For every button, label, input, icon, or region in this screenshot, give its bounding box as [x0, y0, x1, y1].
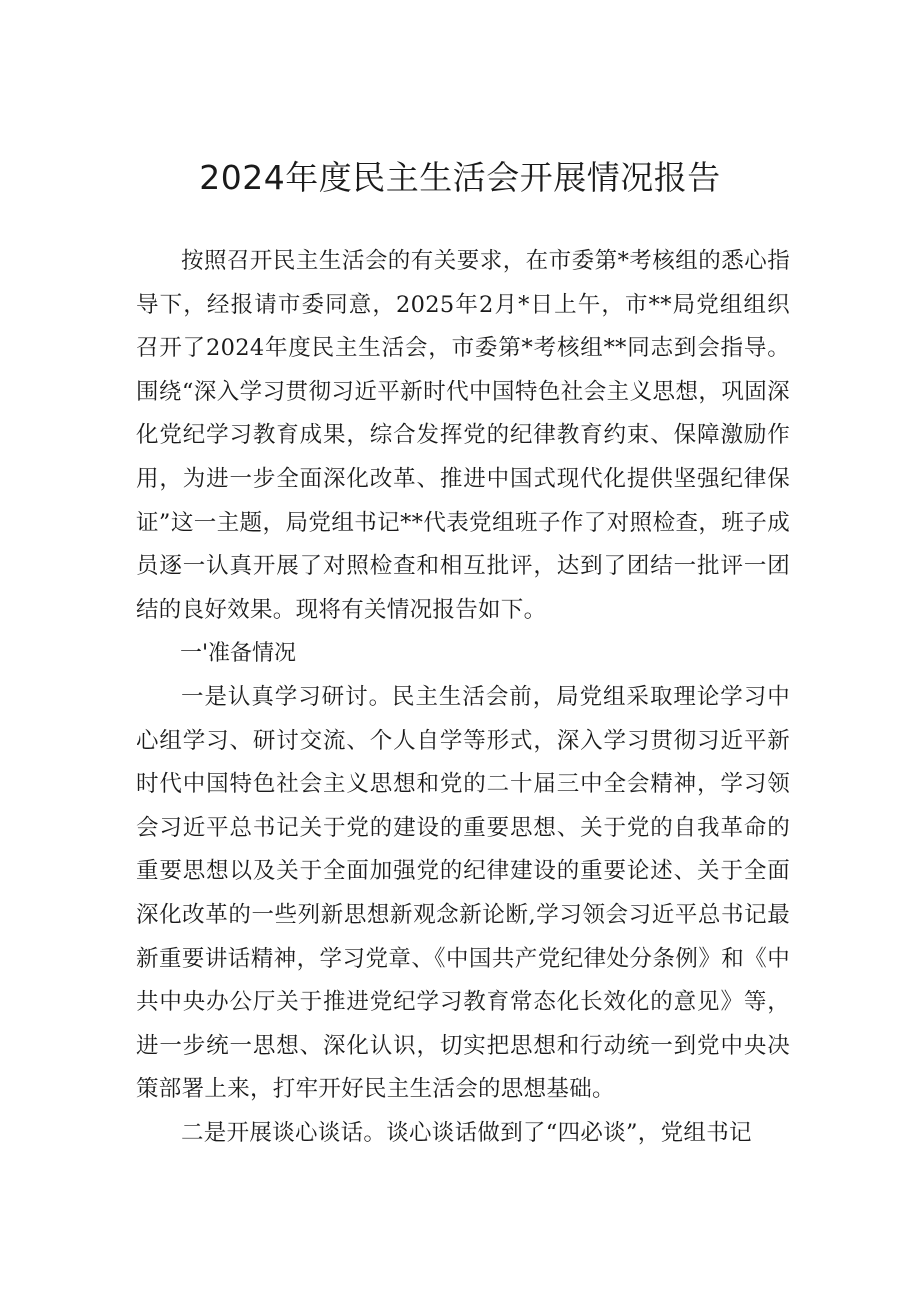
document-title: 2024年度民主生活会开展情况报告: [199, 158, 721, 197]
section-paragraph-1: 一是认真学习研讨。民主生活会前，局党组采取理论学习中心组学习、研讨交流、个人自学等形式，深入学习贯彻习近平新时代中国特色社会主义思想和党的二十届三中全会精神，学习领会习近平总书记关于党的建设的重要思想、关于党的自我革命的重要思想以及关于全面加强党的纪律建设的重要论述、关于全面深化改革的一些列新思想新观念新论断,学习领会习近平总书记最新重要讲话精神，学习党章、《中国共产党纪律处分条例》和《中共中央办公厅关于推进党纪学习教育常态化长效化的意见》等，进一步统一思想、深化认识，切实把思想和行动统一到党中央决策部署上来，打牢开好民主生活会的思想基础。: [136, 683, 790, 1103]
section-heading: 一'准备情况: [180, 641, 297, 667]
section-paragraph-2: 二是开展谈心谈话。谈心谈话做到了“四必谈”，党组书记: [181, 1119, 752, 1146]
document-body: [136, 240, 790, 1155]
intro-paragraph: 按照召开民主生活会的有关要求，在市委第*考核组的悉心指导下，经报请市委同意，2025年2月*日上午，市**局党组组织召开了2024年度民主生活会，市委第*考核组**同志到会指导。围绕“深入学习贯彻习近平新时代中国特色社会主义思想，巩固深化党纪学习教育成果，综合发挥党的纪律教育约束、保障激励作用，为进一步全面深化改革、推进中国式现代化提供坚强纪律保证”这一主题，局党组书记**代表党组班子作了对照检查，班子成员逐一认真开展了对照检查和相互批评，达到了团结一批评一团结的良好效果。现将有关情况报告如下。: [136, 248, 790, 623]
